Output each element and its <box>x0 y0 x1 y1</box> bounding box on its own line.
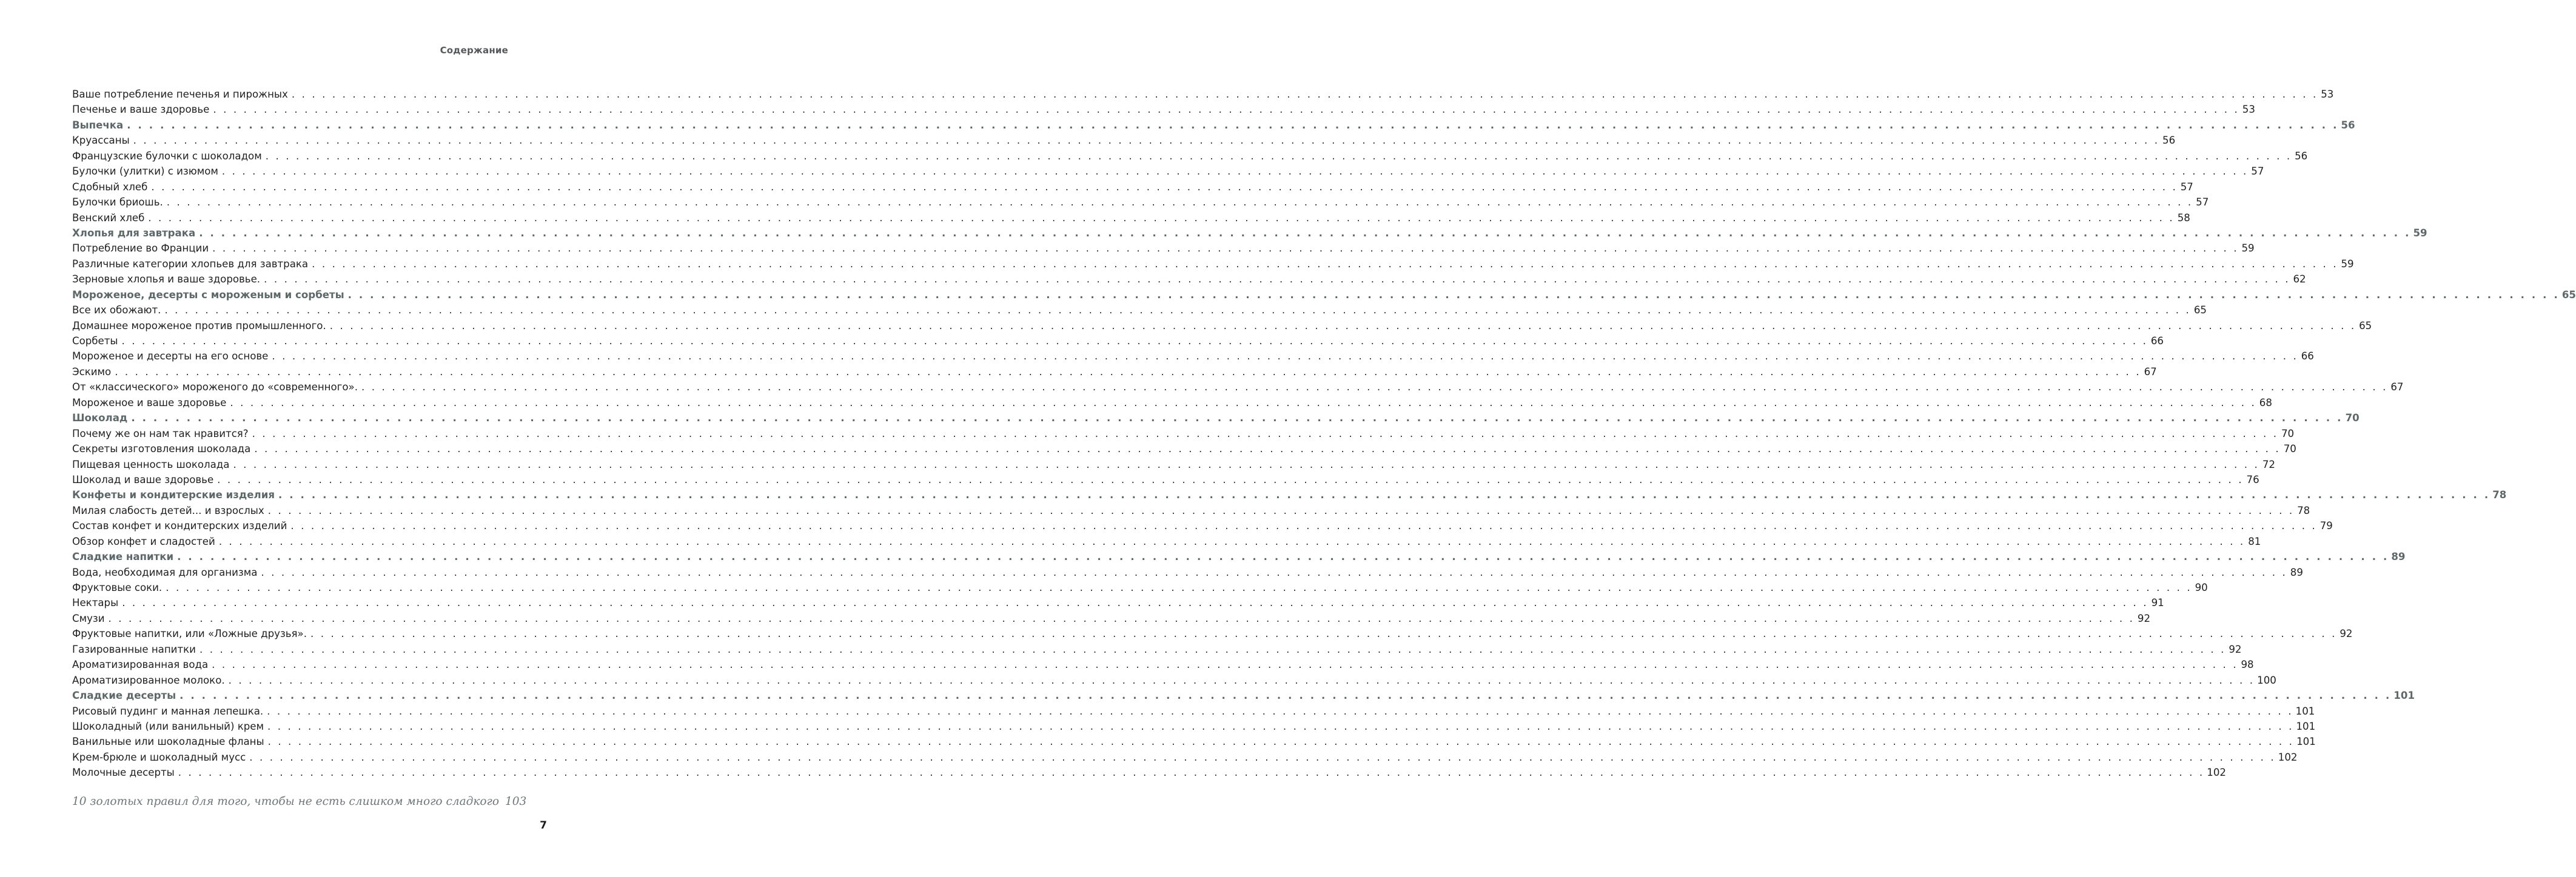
toc-entry[interactable] <box>72 673 2276 688</box>
toc-entry-page: 67 <box>2144 365 2157 378</box>
toc-entry-page: 67 <box>2390 381 2404 393</box>
toc-entry-title: Нектары <box>72 597 119 609</box>
toc-dot-leader: . . . . . . . . . . . . . . . . . . . . . . . . . . . . . . . . . . . . . . . . . . . . . . . . . . . . . . . . . . . . . . . . . . . . . . . . . . . . . . . . . . . . . . . . . . . . . . . . . . . . . . . . . . . . . . . . . . . . . . . . . . . . . . . . . . . . . . . . . . . . . . . . . . . . . . . . . . . . . . . . . . . . . . . . . . . . . . . . . . . . . . . . . . . . . . . . . . . . . . . . <box>278 489 2490 501</box>
toc-entry-page: 70 <box>2281 427 2295 439</box>
toc-entry-title: Фруктовые напитки, или «Ложные друзья». <box>72 628 307 640</box>
toc-dot-leader: . . . . . . . . . . . . . . . . . . . . . . . . . . . . . . . . . . . . . . . . . . . . . . . . . . . . . . . . . . . . . . . . . . . . . . . . . . . . . . . . . . . . . . . . . . . . . . . . . . . . . . . . . . . . . . . . . . . . . . . . . . . . . . . . . . . . . . . . . . . . . . . . . . . . . . . . . . . . . . . . . . . . . . . . . . . . . . . . . . . . . . . . . . . . . . . . . . . . . . . . <box>133 135 2160 147</box>
toc-dot-leader: . . . . . . . . . . . . . . . . . . . . . . . . . . . . . . . . . . . . . . . . . . . . . . . . . . . . . . . . . . . . . . . . . . . . . . . . . . . . . . . . . . . . . . . . . . . . . . . . . . . . . . . . . . . . . . . . . . . . . . . . . . . . . . . . . . . . . . . . . . . . . . . . . . . . . . . . . . . . . . . . . . . . . . . . . . . . . . . . . . . . . . . . . . . . . . . . . . . . . . . . <box>249 751 2276 763</box>
toc-dot-leader: . . . . . . . . . . . . . . . . . . . . . . . . . . . . . . . . . . . . . . . . . . . . . . . . . . . . . . . . . . . . . . . . . . . . . . . . . . . . . . . . . . . . . . . . . . . . . . . . . . . . . . . . . . . . . . . . . . . . . . . . . . . . . . . . . . . . . . . . . . . . . . . . . . . . . . . . . . . . . . . . . . . . . . . . . . . . . . . . . . . . . . . . . . . . . . . . . . . . . . . . <box>166 582 2192 593</box>
toc-dot-leader: . . . . . . . . . . . . . . . . . . . . . . . . . . . . . . . . . . . . . . . . . . . . . . . . . . . . . . . . . . . . . . . . . . . . . . . . . . . . . . . . . . . . . . . . . . . . . . . . . . . . . . . . . . . . . . . . . . . . . . . . . . . . . . . . . . . . . . . . . . . . . . . . . . . . . . . . . . . . . . . . . . . . . . . . . . . . . . . . . . . . . . . . . . . . . . . . . . . . . . . . <box>233 458 2259 470</box>
toc-entry-page: 59 <box>2241 242 2255 255</box>
toc-entry[interactable] <box>72 179 2193 195</box>
toc-entry-page: 101 <box>2296 736 2316 748</box>
toc-entry-page: 78 <box>2492 489 2507 501</box>
toc-entry-page: 76 <box>2246 473 2259 485</box>
toc-entry-page: 59 <box>2413 227 2427 239</box>
toc-entry[interactable] <box>72 364 2157 379</box>
toc-dot-leader: . . . . . . . . . . . . . . . . . . . . . . . . . . . . . . . . . . . . . . . . . . . . . . . . . . . . . . . . . . . . . . . . . . . . . . . . . . . . . . . . . . . . . . . . . . . . . . . . . . . . . . . . . . . . . . . . . . . . . . . . . . . . . . . . . . . . . . . . . . . . . . . . . . . . . . . . . . . . . . . . . . . . . . . . . . . . . . . . . . . . . . . . . . . . . . . . . . . . . . . . <box>127 119 2339 131</box>
toc-entry-page: 92 <box>2340 628 2353 640</box>
toc-entry[interactable] <box>72 657 2254 672</box>
toc-entry-page: 66 <box>2301 350 2314 362</box>
toc-section-heading[interactable] <box>72 688 2415 703</box>
toc-dot-leader: . . . . . . . . . . . . . . . . . . . . . . . . . . . . . . . . . . . . . . . . . . . . . . . . . . . . . . . . . . . . . . . . . . . . . . . . . . . . . . . . . . . . . . . . . . . . . . . . . . . . . . . . . . . . . . . . . . . . . . . . . . . . . . . . . . . . . . . . . . . . . . . . . . . . . . . . . . . . . . . . . . . . . . . . . . . . . . . . . . . . . . . . . . . . . . . . . . . . . . . . <box>179 690 2392 702</box>
toc-entry[interactable] <box>72 611 2151 626</box>
toc-entry-page: 78 <box>2297 504 2310 516</box>
toc-section-heading[interactable] <box>72 118 2355 133</box>
toc-entry[interactable] <box>72 302 2207 318</box>
toc-entry-page: 68 <box>2259 396 2272 408</box>
toc-entry-page: 89 <box>2391 551 2406 563</box>
toc-entry-title: Печенье и ваше здоровье <box>72 104 210 116</box>
toc-entry[interactable] <box>72 195 2209 210</box>
toc-entry-title: Пищевая ценность шоколада <box>72 458 230 470</box>
toc-entry[interactable] <box>72 348 2314 364</box>
toc-entry[interactable] <box>72 241 2255 256</box>
toc-entry-title: Милая слабость детей... и взрослых <box>72 504 264 516</box>
toc-dot-leader: . . . . . . . . . . . . . . . . . . . . . . . . . . . . . . . . . . . . . . . . . . . . . . . . . . . . . . . . . . . . . . . . . . . . . . . . . . . . . . . . . . . . . . . . . . . . . . . . . . . . . . . . . . . . . . . . . . . . . . . . . . . . . . . . . . . . . . . . . . . . . . . . . . . . . . . . . . . . . . . . . . . . . . . . . . . . . . . . . . . . . . . . . . . . . . . . . . . . . . . . <box>131 412 2343 424</box>
toc-entry-page: 58 <box>2177 212 2190 224</box>
toc-entry[interactable] <box>72 534 2261 549</box>
toc-final-entry[interactable] <box>72 795 527 808</box>
toc-entry-title: Секреты изготовления шоколада <box>72 443 251 455</box>
toc-entry-page: 101 <box>2295 705 2315 717</box>
toc-entry[interactable] <box>72 133 2176 148</box>
toc-entry[interactable] <box>72 164 2264 179</box>
toc-entry-page: 70 <box>2345 412 2360 424</box>
toc-entry[interactable] <box>72 318 2372 333</box>
toc-entry-title: Все их обожают. <box>72 304 161 316</box>
toc-entry-title: Мороженое и ваше здоровье <box>72 396 227 408</box>
toc-entry-title: Ваше потребление печенья и пирожных <box>72 88 288 100</box>
toc-dot-leader: . . . . . . . . . . . . . . . . . . . . . . . . . . . . . . . . . . . . . . . . . . . . . . . . . . . . . . . . . . . . . . . . . . . . . . . . . . . . . . . . . . . . . . . . . . . . . . . . . . . . . . . . . . . . . . . . . . . . . . . . . . . . . . . . . . . . . . . . . . . . . . . . . . . . . . . . . . . . . . . . . . . . . . . . . . . . . . . . . . . . . . . . . . . . . . . . . . . . . . . . <box>267 705 2293 717</box>
toc-section-heading[interactable] <box>72 549 2406 564</box>
toc-dot-leader: . . . . . . . . . . . . . . . . . . . . . . . . . . . . . . . . . . . . . . . . . . . . . . . . . . . . . . . . . . . . . . . . . . . . . . . . . . . . . . . . . . . . . . . . . . . . . . . . . . . . . . . . . . . . . . . . . . . . . . . . . . . . . . . . . . . . . . . . . . . . . . . . . . . . . . . . . . . . . . . . . . . . . . . . . . . . . . . . . . . . . . . . . . . . . . . . . . . . . . . . <box>115 365 2141 378</box>
toc-entry-page: 91 <box>2151 597 2164 609</box>
toc-entry[interactable] <box>72 395 2272 410</box>
toc-entry-title: Сорбеты <box>72 335 118 347</box>
toc-entry-page: 92 <box>2137 612 2151 624</box>
toc-dot-leader: . . . . . . . . . . . . . . . . . . . . . . . . . . . . . . . . . . . . . . . . . . . . . . . . . . . . . . . . . . . . . . . . . . . . . . . . . . . . . . . . . . . . . . . . . . . . . . . . . . . . . . . . . . . . . . . . . . . . . . . . . . . . . . . . . . . . . . . . . . . . . . . . . . . . . . . . . . . . . . . . . . . . . . . . . . . . . . . . . . . . . . . . . . . . . . . . . . . . . . . . <box>166 196 2193 208</box>
toc-entry-page: 65 <box>2193 304 2207 316</box>
toc-entry[interactable] <box>72 503 2310 518</box>
toc-entry-page: 65 <box>2561 288 2576 301</box>
toc-entry-page: 56 <box>2341 119 2355 131</box>
toc-entry-title: Обзор конфет и сладостей <box>72 535 215 547</box>
toc-entry-title: Шоколадный (или ванильный) крем <box>72 720 264 732</box>
toc-entry-page: 102 <box>2207 767 2226 779</box>
toc-entry[interactable] <box>72 750 2298 765</box>
toc-entry-title: Смузи <box>72 612 105 624</box>
toc-entry[interactable] <box>72 333 2164 348</box>
toc-entry-page: 79 <box>2319 520 2333 532</box>
toc-entry-title: Эскимо <box>72 365 112 378</box>
toc-entry[interactable] <box>72 595 2164 610</box>
toc-entry[interactable] <box>72 580 2208 595</box>
toc-dot-leader: . . . . . . . . . . . . . . . . . . . . . . . . . . . . . . . . . . . . . . . . . . . . . . . . . . . . . . . . . . . . . . . . . . . . . . . . . . . . . . . . . . . . . . . . . . . . . . . . . . . . . . . . . . . . . . . . . . . . . . . . . . . . . . . . . . . . . . . . . . . . . . . . . . . . . . . . . . . . . . . . . . . . . . . . . . . . . . . . . . . . . . . . . . . . . . . . . . . . . . . . <box>148 212 2175 224</box>
toc-entry[interactable] <box>72 272 2306 287</box>
toc-section-title: Сладкие напитки <box>72 551 174 563</box>
toc-entry[interactable] <box>72 441 2296 456</box>
toc-entry[interactable] <box>72 704 2315 719</box>
toc-entry[interactable] <box>72 148 2308 164</box>
toc-entry-page: 92 <box>2229 643 2242 655</box>
toc-entry-title: Домашнее мороженое против промышленного. <box>72 319 326 332</box>
toc-entry-title: Вода, необходимая для организма <box>72 566 258 578</box>
toc-entry-title: От «классического» мороженого до «современного». <box>72 381 358 393</box>
toc-entry-page: 66 <box>2150 335 2164 347</box>
toc-dot-leader: . . . . . . . . . . . . . . . . . . . . . . . . . . . . . . . . . . . . . . . . . . . . . . . . . . . . . . . . . . . . . . . . . . . . . . . . . . . . . . . . . . . . . . . . . . . . . . . . . . . . . . . . . . . . . . . . . . . . . . . . . . . . . . . . . . . . . . . . . . . . . . . . . . . . . . . . . . . . . . . . . . . . . . . . . . . . . . . . . . . . . . . . . . . . . . . . . . . . . . . . <box>264 273 2290 285</box>
toc-dot-leader: . . . . . . . . . . . . . . . . . . . . . . . . . . . . . . . . . . . . . . . . . . . . . . . . . . . . . . . . . . . . . . . . . . . . . . . . . . . . . . . . . . . . . . . . . . . . . . . . . . . . . . . . . . . . . . . . . . . . . . . . . . . . . . . . . . . . . . . . . . . . . . . . . . . . . . . . . . . . . . . . . . . . . . . . . . . . . . . . . . . . . . . . . . . . . . . . . . . . . . . . <box>199 227 2411 239</box>
toc-dot-leader: . . . . . . . . . . . . . . . . . . . . . . . . . . . . . . . . . . . . . . . . . . . . . . . . . . . . . . . . . . . . . . . . . . . . . . . . . . . . . . . . . . . . . . . . . . . . . . . . . . . . . . . . . . . . . . . . . . . . . . . . . . . . . . . . . . . . . . . . . . . . . . . . . . . . . . . . . . . . . . . . . . . . . . . . . . . . . . . . . . . . . . . . . . . . . . . . . . . . . . . . <box>312 258 2338 270</box>
toc-entry-title: Состав конфет и кондитерских изделий <box>72 520 287 532</box>
toc-dot-leader: . . . . . . . . . . . . . . . . . . . . . . . . . . . . . . . . . . . . . . . . . . . . . . . . . . . . . . . . . . . . . . . . . . . . . . . . . . . . . . . . . . . . . . . . . . . . . . . . . . . . . . . . . . . . . . . . . . . . . . . . . . . . . . . . . . . . . . . . . . . . . . . . . . . . . . . . . . . . . . . . . . . . . . . . . . . . . . . . . . . . . . . . . . . . . . . . . . . . . . . . <box>164 304 2191 316</box>
toc-entry-page: 56 <box>2162 135 2176 147</box>
toc-entry-page: 53 <box>2242 104 2255 116</box>
toc-entry-title: Крем-брюле и шоколадный мусс <box>72 751 246 763</box>
toc-dot-leader: . . . . . . . . . . . . . . . . . . . . . . . . . . . . . . . . . . . . . . . . . . . . . . . . . . . . . . . . . . . . . . . . . . . . . . . . . . . . . . . . . . . . . . . . . . . . . . . . . . . . . . . . . . . . . . . . . . . . . . . . . . . . . . . . . . . . . . . . . . . . . . . . . . . . . . . . . . . . . . . . . . . . . . . . . . . . . . . . . . . . . . . . . . . . . . . . . . . . . . . . <box>108 612 2135 624</box>
toc-section-title: Выпечка <box>72 119 124 131</box>
toc-section-title: Шоколад <box>72 412 128 424</box>
toc-dot-leader: . . . . . . . . . . . . . . . . . . . . . . . . . . . . . . . . . . . . . . . . . . . . . . . . . . . . . . . . . . . . . . . . . . . . . . . . . . . . . . . . . . . . . . . . . . . . . . . . . . . . . . . . . . . . . . . . . . . . . . . . . . . . . . . . . . . . . . . . . . . . . . . . . . . . . . . . . . . . . . . . . . . . . . . . . . . . . . . . . . . . . . . . . . . . . . . . . . . . . . . . <box>252 427 2279 439</box>
toc-dot-leader: . . . . . . . . . . . . . . . . . . . . . . . . . . . . . . . . . . . . . . . . . . . . . . . . . . . . . . . . . . . . . . . . . . . . . . . . . . . . . . . . . . . . . . . . . . . . . . . . . . . . . . . . . . . . . . . . . . . . . . . . . . . . . . . . . . . . . . . . . . . . . . . . . . . . . . . . . . . . . . . . . . . . . . . . . . . . . . . . . . . . . . . . . . . . . . . . . . . . . . . . <box>290 520 2317 532</box>
toc-dot-leader: . . . . . . . . . . . . . . . . . . . . . . . . . . . . . . . . . . . . . . . . . . . . . . . . . . . . . . . . . . . . . . . . . . . . . . . . . . . . . . . . . . . . . . . . . . . . . . . . . . . . . . . . . . . . . . . . . . . . . . . . . . . . . . . . . . . . . . . . . . . . . . . . . . . . . . . . . . . . . . . . . . . . . . . . . . . . . . . . . . . . . . . . . . . . . . . . . . . . . . . . <box>261 566 2287 578</box>
toc-entry-title: Ароматизированная вода <box>72 659 209 671</box>
running-head: Содержание <box>440 45 508 56</box>
toc-entry[interactable] <box>72 87 2334 102</box>
toc-entry-page: 100 <box>2257 674 2276 686</box>
toc-entry[interactable] <box>72 642 2242 657</box>
toc-section-title: Конфеты и кондитерские изделия <box>72 489 275 501</box>
toc-entry-title: Рисовый пудинг и манная лепешка. <box>72 705 264 717</box>
toc-dot-leader: . . . . . . . . . . . . . . . . . . . . . . . . . . . . . . . . . . . . . . . . . . . . . . . . . . . . . . . . . . . . . . . . . . . . . . . . . . . . . . . . . . . . . . . . . . . . . . . . . . . . . . . . . . . . . . . . . . . . . . . . . . . . . . . . . . . . . . . . . . . . . . . . . . . . . . . . . . . . . . . . . . . . . . . . . . . . . . . . . . . . . . . . . . . . . . . . . . . . . . . . <box>254 443 2281 455</box>
toc-entry-page: 81 <box>2248 535 2261 547</box>
toc-dot-leader: . . . . . . . . . . . . . . . . . . . . . . . . . . . . . . . . . . . . . . . . . . . . . . . . . . . . . . . . . . . . . . . . . . . . . . . . . . . . . . . . . . . . . . . . . . . . . . . . . . . . . . . . . . . . . . . . . . . . . . . . . . . . . . . . . . . . . . . . . . . . . . . . . . . . . . . . . . . . . . . . . . . . . . . . . . . . . . . . . . . . . . . . . . . . . . . . . . . . . . . . <box>329 319 2356 332</box>
toc-section-title: Мороженое, десерты с мороженым и сорбеты <box>72 288 344 301</box>
toc-entry[interactable] <box>72 457 2275 472</box>
toc-dot-leader: . . . . . . . . . . . . . . . . . . . . . . . . . . . . . . . . . . . . . . . . . . . . . . . . . . . . . . . . . . . . . . . . . . . . . . . . . . . . . . . . . . . . . . . . . . . . . . . . . . . . . . . . . . . . . . . . . . . . . . . . . . . . . . . . . . . . . . . . . . . . . . . . . . . . . . . . . . . . . . . . . . . . . . . . . . . . . . . . . . . . . . . . . . . . . . . . . . . . . . . . <box>230 396 2256 408</box>
toc-dot-leader: . . . . . . . . . . . . . . . . . . . . . . . . . . . . . . . . . . . . . . . . . . . . . . . . . . . . . . . . . . . . . . . . . . . . . . . . . . . . . . . . . . . . . . . . . . . . . . . . . . . . . . . . . . . . . . . . . . . . . . . . . . . . . . . . . . . . . . . . . . . . . . . . . . . . . . . . . . . . . . . . . . . . . . . . . . . . . . . . . . . . . . . . . . . . . . . . . . . . . . . . <box>178 767 2205 779</box>
toc-dot-leader: . . . . . . . . . . . . . . . . . . . . . . . . . . . . . . . . . . . . . . . . . . . . . . . . . . . . . . . . . . . . . . . . . . . . . . . . . . . . . . . . . . . . . . . . . . . . . . . . . . . . . . . . . . . . . . . . . . . . . . . . . . . . . . . . . . . . . . . . . . . . . . . . . . . . . . . . . . . . . . . . . . . . . . . . . . . . . . . . . . . . . . . . . . . . . . . . . . . . . . . . <box>347 288 2560 301</box>
toc-entry-page: 70 <box>2283 443 2296 455</box>
toc-entry-title: Французские булочки с шоколадом <box>72 150 262 162</box>
toc-dot-leader: . . . . . . . . . . . . . . . . . . . . . . . . . . . . . . . . . . . . . . . . . . . . . . . . . . . . . . . . . . . . . . . . . . . . . . . . . . . . . . . . . . . . . . . . . . . . . . . . . . . . . . . . . . . . . . . . . . . . . . . . . . . . . . . . . . . . . . . . . . . . . . . . . . . . . . . . . . . . . . . . . . . . . . . . . . . . . . . . . . . . . . . . . . . . . . . . . . . . . . . . <box>177 551 2389 563</box>
toc-dot-leader: . . . . . . . . . . . . . . . . . . . . . . . . . . . . . . . . . . . . . . . . . . . . . . . . . . . . . . . . . . . . . . . . . . . . . . . . . . . . . . . . . . . . . . . . . . . . . . . . . . . . . . . . . . . . . . . . . . . . . . . . . . . . . . . . . . . . . . . . . . . . . . . . . . . . . . . . . . . . . . . . . . . . . . . . . . . . . . . . . . . . . . . . . . . . . . . . . . . . . . . . <box>291 88 2318 100</box>
toc-section-heading[interactable] <box>72 287 2576 302</box>
toc-entry-page: 53 <box>2321 88 2334 100</box>
toc-dot-leader: . . . . . . . . . . . . . . . . . . . . . . . . . . . . . . . . . . . . . . . . . . . . . . . . . . . . . . . . . . . . . . . . . . . . . . . . . . . . . . . . . . . . . . . . . . . . . . . . . . . . . . . . . . . . . . . . . . . . . . . . . . . . . . . . . . . . . . . . . . . . . . . . . . . . . . . . . . . . . . . . . . . . . . . . . . . . . . . . . . . . . . . . . . . . . . . . . . . . . . . . <box>122 597 2148 609</box>
toc-entry-title: Ванильные или шоколадные фланы <box>72 736 264 748</box>
toc-dot-leader: . . . . . . . . . . . . . . . . . . . . . . . . . . . . . . . . . . . . . . . . . . . . . . . . . . . . . . . . . . . . . . . . . . . . . . . . . . . . . . . . . . . . . . . . . . . . . . . . . . . . . . . . . . . . . . . . . . . . . . . . . . . . . . . . . . . . . . . . . . . . . . . . . . . . . . . . . . . . . . . . . . . . . . . . . . . . . . . . . . . . . . . . . . . . . . . . . . . . . . . . <box>218 535 2246 547</box>
toc-section-title: Сладкие десерты <box>72 690 176 702</box>
toc-section-title: Хлопья для завтрака <box>72 227 196 239</box>
toc-final-entry-title: 10 золотых правил для того, чтобы не есть слишком много сладкого <box>72 795 500 808</box>
toc-entry-title: Круассаны <box>72 135 130 147</box>
toc-entry-title: Потребление во Франции <box>72 242 209 255</box>
toc-entry-page: 65 <box>2359 319 2372 332</box>
toc-dot-leader: . . . . . . . . . . . . . . . . . . . . . . . . . . . . . . . . . . . . . . . . . . . . . . . . . . . . . . . . . . . . . . . . . . . . . . . . . . . . . . . . . . . . . . . . . . . . . . . . . . . . . . . . . . . . . . . . . . . . . . . . . . . . . . . . . . . . . . . . . . . . . . . . . . . . . . . . . . . . . . . . . . . . . . . . . . . . . . . . . . . . . . . . . . . . . . . . . . . . . . . . <box>212 242 2239 255</box>
toc-entry-title: Зерновые хлопья и ваше здоровье. <box>72 273 261 285</box>
toc-entry-title: Различные категории хлопьев для завтрака <box>72 258 309 270</box>
toc-entry[interactable] <box>72 719 2316 734</box>
toc-section-heading[interactable] <box>72 225 2427 241</box>
toc-entry[interactable] <box>72 765 2226 780</box>
toc-entry[interactable] <box>72 379 2404 395</box>
toc-entry[interactable] <box>72 210 2190 225</box>
toc-entry-page: 72 <box>2262 458 2275 470</box>
toc-dot-leader: . . . . . . . . . . . . . . . . . . . . . . . . . . . . . . . . . . . . . . . . . . . . . . . . . . . . . . . . . . . . . . . . . . . . . . . . . . . . . . . . . . . . . . . . . . . . . . . . . . . . . . . . . . . . . . . . . . . . . . . . . . . . . . . . . . . . . . . . . . . . . . . . . . . . . . . . . . . . . . . . . . . . . . . . . . . . . . . . . . . . . . . . . . . . . . . . . . . . . . . . <box>228 674 2255 686</box>
toc-entry[interactable] <box>72 426 2295 441</box>
toc-dot-leader: . . . . . . . . . . . . . . . . . . . . . . . . . . . . . . . . . . . . . . . . . . . . . . . . . . . . . . . . . . . . . . . . . . . . . . . . . . . . . . . . . . . . . . . . . . . . . . . . . . . . . . . . . . . . . . . . . . . . . . . . . . . . . . . . . . . . . . . . . . . . . . . . . . . . . . . . . . . . . . . . . . . . . . . . . . . . . . . . . . . . . . . . . . . . . . . . . . . . . . . . <box>267 504 2295 516</box>
toc-dot-leader: . . . . . . . . . . . . . . . . . . . . . . . . . . . . . . . . . . . . . . . . . . . . . . . . . . . . . . . . . . . . . . . . . . . . . . . . . . . . . . . . . . . . . . . . . . . . . . . . . . . . . . . . . . . . . . . . . . . . . . . . . . . . . . . . . . . . . . . . . . . . . . . . . . . . . . . . . . . . . . . . . . . . . . . . . . . . . . . . . . . . . . . . . . . . . . . . . . . . . . . . <box>151 181 2178 193</box>
toc-entry-title: Молочные десерты <box>72 767 175 779</box>
toc-dot-leader: . . . . . . . . . . . . . . . . . . . . . . . . . . . . . . . . . . . . . . . . . . . . . . . . . . . . . . . . . . . . . . . . . . . . . . . . . . . . . . . . . . . . . . . . . . . . . . . . . . . . . . . . . . . . . . . . . . . . . . . . . . . . . . . . . . . . . . . . . . . . . . . . . . . . . . . . . . . . . . . . . . . . . . . . . . . . . . . . . . . . . . . . . . . . . . . . . . . . . . . . <box>121 335 2148 347</box>
toc-entry-page: 57 <box>2251 165 2264 178</box>
toc-entry[interactable] <box>72 518 2333 533</box>
toc-entry-page: 101 <box>2393 690 2415 702</box>
toc-entry-page: 59 <box>2341 258 2354 270</box>
toc-entry-page: 90 <box>2195 582 2208 593</box>
toc-entry[interactable] <box>72 256 2354 272</box>
toc-entry-page: 57 <box>2196 196 2209 208</box>
table-of-contents <box>72 87 2576 781</box>
toc-entry[interactable] <box>72 102 2255 117</box>
toc-entry-page: 57 <box>2180 181 2193 193</box>
toc-entry-page: 101 <box>2296 720 2316 732</box>
toc-dot-leader: . . . . . . . . . . . . . . . . . . . . . . . . . . . . . . . . . . . . . . . . . . . . . . . . . . . . . . . . . . . . . . . . . . . . . . . . . . . . . . . . . . . . . . . . . . . . . . . . . . . . . . . . . . . . . . . . . . . . . . . . . . . . . . . . . . . . . . . . . . . . . . . . . . . . . . . . . . . . . . . . . . . . . . . . . . . . . . . . . . . . . . . . . . . . . . . . . . . . . . . . <box>221 165 2249 178</box>
toc-dot-leader: . . . . . . . . . . . . . . . . . . . . . . . . . . . . . . . . . . . . . . . . . . . . . . . . . . . . . . . . . . . . . . . . . . . . . . . . . . . . . . . . . . . . . . . . . . . . . . . . . . . . . . . . . . . . . . . . . . . . . . . . . . . . . . . . . . . . . . . . . . . . . . . . . . . . . . . . . . . . . . . . . . . . . . . . . . . . . . . . . . . . . . . . . . . . . . . . . . . . . . . . <box>213 104 2239 116</box>
toc-entry-page: 102 <box>2278 751 2298 763</box>
toc-entry[interactable] <box>72 626 2353 641</box>
toc-entry-page: 89 <box>2290 566 2303 578</box>
toc-dot-leader: . . . . . . . . . . . . . . . . . . . . . . . . . . . . . . . . . . . . . . . . . . . . . . . . . . . . . . . . . . . . . . . . . . . . . . . . . . . . . . . . . . . . . . . . . . . . . . . . . . . . . . . . . . . . . . . . . . . . . . . . . . . . . . . . . . . . . . . . . . . . . . . . . . . . . . . . . . . . . . . . . . . . . . . . . . . . . . . . . . . . . . . . . . . . . . . . . . . . . . . . <box>199 643 2226 655</box>
toc-entry-title: Сдобный хлеб <box>72 181 148 193</box>
toc-dot-leader: . . . . . . . . . . . . . . . . . . . . . . . . . . . . . . . . . . . . . . . . . . . . . . . . . . . . . . . . . . . . . . . . . . . . . . . . . . . . . . . . . . . . . . . . . . . . . . . . . . . . . . . . . . . . . . . . . . . . . . . . . . . . . . . . . . . . . . . . . . . . . . . . . . . . . . . . . . . . . . . . . . . . . . . . . . . . . . . . . . . . . . . . . . . . . . . . . . . . . . . . <box>212 659 2238 671</box>
toc-dot-leader: . . . . . . . . . . . . . . . . . . . . . . . . . . . . . . . . . . . . . . . . . . . . . . . . . . . . . . . . . . . . . . . . . . . . . . . . . . . . . . . . . . . . . . . . . . . . . . . . . . . . . . . . . . . . . . . . . . . . . . . . . . . . . . . . . . . . . . . . . . . . . . . . . . . . . . . . . . . . . . . . . . . . . . . . . . . . . . . . . . . . . . . . . . . . . . . . . . . . . . . . <box>361 381 2388 393</box>
toc-entry-page: 56 <box>2295 150 2308 162</box>
toc-entry[interactable] <box>72 472 2259 487</box>
toc-dot-leader: . . . . . . . . . . . . . . . . . . . . . . . . . . . . . . . . . . . . . . . . . . . . . . . . . . . . . . . . . . . . . . . . . . . . . . . . . . . . . . . . . . . . . . . . . . . . . . . . . . . . . . . . . . . . . . . . . . . . . . . . . . . . . . . . . . . . . . . . . . . . . . . . . . . . . . . . . . . . . . . . . . . . . . . . . . . . . . . . . . . . . . . . . . . . . . . . . . . . . . . . <box>267 736 2295 748</box>
page-number: 7 <box>540 819 547 832</box>
toc-entry-title: Ароматизированное молоко. <box>72 674 225 686</box>
toc-entry-page: 98 <box>2241 659 2254 671</box>
toc-dot-leader: . . . . . . . . . . . . . . . . . . . . . . . . . . . . . . . . . . . . . . . . . . . . . . . . . . . . . . . . . . . . . . . . . . . . . . . . . . . . . . . . . . . . . . . . . . . . . . . . . . . . . . . . . . . . . . . . . . . . . . . . . . . . . . . . . . . . . . . . . . . . . . . . . . . . . . . . . . . . . . . . . . . . . . . . . . . . . . . . . . . . . . . . . . . . . . . . . . . . . . . . <box>267 720 2294 732</box>
toc-section-heading[interactable] <box>72 410 2360 425</box>
toc-entry-page: 62 <box>2293 273 2306 285</box>
toc-entry-title: Фруктовые соки. <box>72 582 163 593</box>
toc-entry[interactable] <box>72 565 2303 580</box>
toc-dot-leader: . . . . . . . . . . . . . . . . . . . . . . . . . . . . . . . . . . . . . . . . . . . . . . . . . . . . . . . . . . . . . . . . . . . . . . . . . . . . . . . . . . . . . . . . . . . . . . . . . . . . . . . . . . . . . . . . . . . . . . . . . . . . . . . . . . . . . . . . . . . . . . . . . . . . . . . . . . . . . . . . . . . . . . . . . . . . . . . . . . . . . . . . . . . . . . . . . . . . . . . . <box>310 628 2337 640</box>
toc-entry-title: Венский хлеб <box>72 212 145 224</box>
toc-entry-title: Газированные напитки <box>72 643 196 655</box>
toc-dot-leader: . . . . . . . . . . . . . . . . . . . . . . . . . . . . . . . . . . . . . . . . . . . . . . . . . . . . . . . . . . . . . . . . . . . . . . . . . . . . . . . . . . . . . . . . . . . . . . . . . . . . . . . . . . . . . . . . . . . . . . . . . . . . . . . . . . . . . . . . . . . . . . . . . . . . . . . . . . . . . . . . . . . . . . . . . . . . . . . . . . . . . . . . . . . . . . . . . . . . . . . . <box>265 150 2292 162</box>
toc-entry-title: Булочки бриошь. <box>72 196 163 208</box>
toc-final-entry-page: 103 <box>505 795 527 808</box>
toc-entry-title: Булочки (улитки) с изюмом <box>72 165 218 178</box>
toc-entry-title: Шоколад и ваше здоровье <box>72 473 214 485</box>
toc-entry-title: Почему же он нам так нравится? <box>72 427 249 439</box>
toc-entry[interactable] <box>72 734 2316 749</box>
toc-section-heading[interactable] <box>72 487 2507 502</box>
toc-dot-leader: . . . . . . . . . . . . . . . . . . . . . . . . . . . . . . . . . . . . . . . . . . . . . . . . . . . . . . . . . . . . . . . . . . . . . . . . . . . . . . . . . . . . . . . . . . . . . . . . . . . . . . . . . . . . . . . . . . . . . . . . . . . . . . . . . . . . . . . . . . . . . . . . . . . . . . . . . . . . . . . . . . . . . . . . . . . . . . . . . . . . . . . . . . . . . . . . . . . . . . . . <box>217 473 2244 485</box>
toc-entry-title: Мороженое и десерты на его основе <box>72 350 269 362</box>
toc-dot-leader: . . . . . . . . . . . . . . . . . . . . . . . . . . . . . . . . . . . . . . . . . . . . . . . . . . . . . . . . . . . . . . . . . . . . . . . . . . . . . . . . . . . . . . . . . . . . . . . . . . . . . . . . . . . . . . . . . . . . . . . . . . . . . . . . . . . . . . . . . . . . . . . . . . . . . . . . . . . . . . . . . . . . . . . . . . . . . . . . . . . . . . . . . . . . . . . . . . . . . . . . <box>272 350 2298 362</box>
